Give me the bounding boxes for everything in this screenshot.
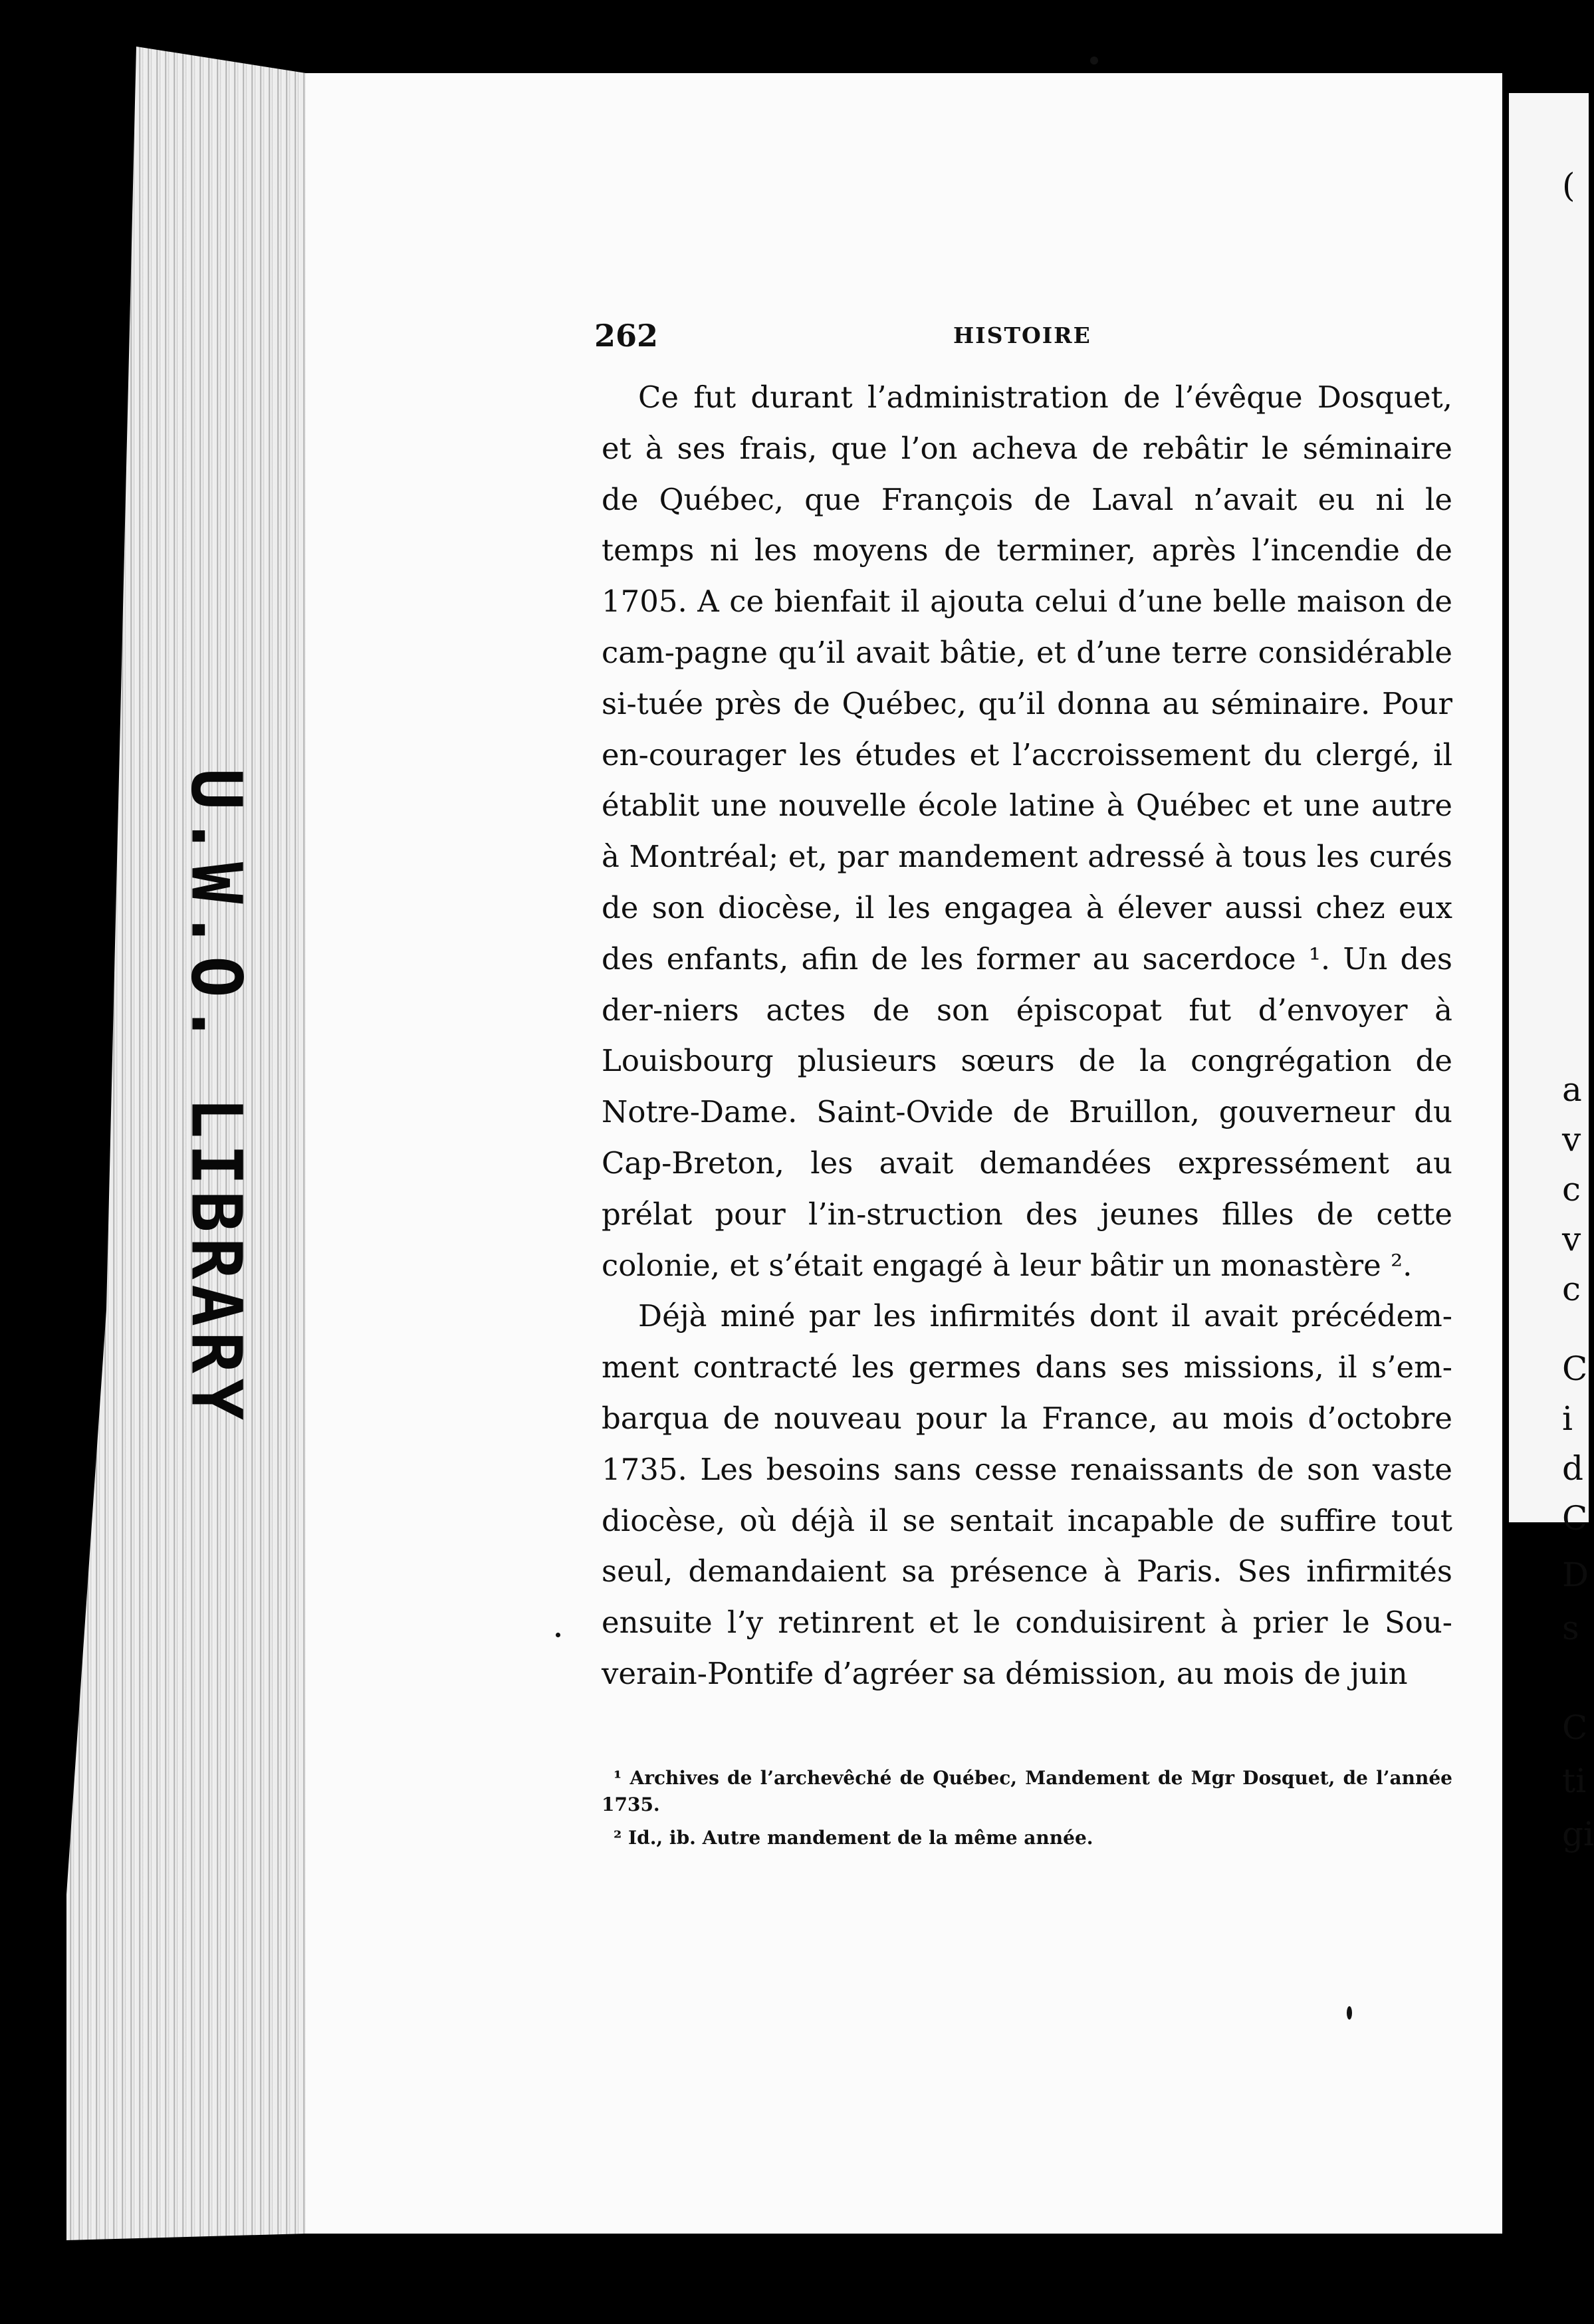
facing-letter: i [1562, 1399, 1573, 1438]
scan-speck [556, 1633, 560, 1637]
facing-letter: C [1562, 1349, 1588, 1388]
scan-speck [1090, 57, 1098, 64]
facing-letter: v [1562, 1220, 1581, 1258]
facing-letter: c [1562, 1270, 1581, 1308]
facing-page-margin-letters [1562, 0, 1594, 2324]
facing-letter: D [1562, 1556, 1589, 1594]
library-stamp [175, 768, 257, 1426]
facing-letter: d [1562, 1449, 1584, 1488]
footnotes [602, 1765, 1452, 1858]
library-stamp-text: U.W.O. LIBRARY [175, 768, 257, 1426]
facing-letter: c [1562, 1170, 1581, 1209]
facing-letter: C [1562, 1499, 1588, 1538]
footnote: ¹ Archives de l’archevêché de Québec, Mandement de Mgr Dosquet, de l’année 1735. [602, 1767, 1452, 1815]
facing-letter: ti [1562, 1762, 1587, 1800]
facing-letter: v [1562, 1120, 1581, 1159]
running-title: HISTOIRE [953, 322, 1091, 348]
running-header [594, 318, 1456, 358]
scan-speck [1347, 2006, 1352, 2020]
paragraph: Déjà miné par les infirmités dont il avait précédem-ment contracté les germes dans ses missions, il s’em-barqua de nouveau pour la France, au mois d’octobre 1735. Les besoins sans cesse renaissants de son vaste diocèse, où déjà il se sentait incapable de suffire tout seul, demandaient sa présence à Paris. Ses infirmités ensuite l’y retinrent et le conduisirent à prier le Sou-verain-Pontife d’agréer sa démission, au mois de juin [602, 1298, 1452, 1691]
body-text [602, 372, 1452, 1700]
page-number: 262 [594, 318, 659, 354]
paragraph: Ce fut durant l’administration de l’évêque Dosquet, et à ses frais, que l’on acheva de rebâtir le séminaire de Québec, que François de Laval n’avait eu ni le temps ni les moyens de terminer, après l’incendie de 1705. A ce bienfait il ajouta celui d’une belle maison de cam-pagne qu’il avait bâtie, et d’une terre considérable si-tuée près de Québec, qu’il donna au séminaire. Pour en-courager les études et l’accroissement du clergé, il établit une nouvelle école latine à Québec et une autre à Montréal; et, par mandement adressé à tous les curés de son diocèse, il les engagea à élever aussi chez eux des enfants, afin de les former au sacerdoce ¹. Un des der-niers actes de son épiscopat fut d’envoyer à Louisbourg plusieurs sœurs de la congrégation de Notre-Dame. Saint-Ovide de Bruillon, gouverneur du Cap-Breton, les avait demandées expressément au prélat pour l’in-struction des jeunes filles de cette colonie, et s’était engagé à leur bâtir un monastère ². [602, 380, 1452, 1283]
footnote: ² Id., ib. Autre mandement de la même année. [614, 1827, 1093, 1849]
facing-letter: gi [1562, 1815, 1594, 1853]
facing-letter: s [1562, 1609, 1579, 1647]
facing-letter: a [1562, 1070, 1582, 1109]
facing-letter: ( [1562, 166, 1575, 205]
facing-letter: C [1562, 1708, 1588, 1747]
